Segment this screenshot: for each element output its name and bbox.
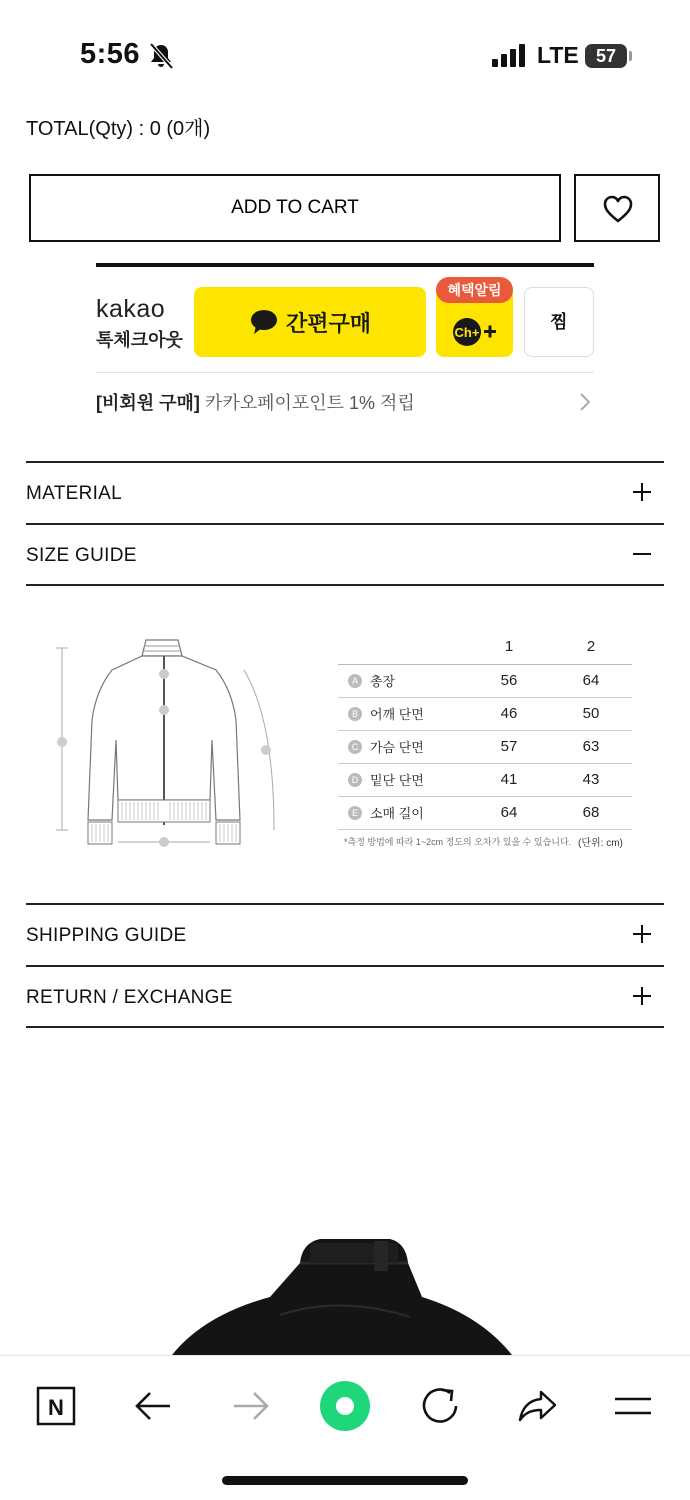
accordion-shipping-label: SHIPPING GUIDE <box>26 925 187 946</box>
kakao-point-link[interactable] <box>96 389 415 415</box>
plus-icon <box>632 482 652 502</box>
size-table <box>338 630 632 830</box>
divider <box>26 1026 664 1028</box>
size-column-header: 2 <box>550 630 632 664</box>
status-bar <box>0 0 690 110</box>
naver-logo-letter: N <box>48 1395 64 1420</box>
table-row <box>338 763 632 796</box>
kakao-wish-button[interactable]: 찜 <box>524 287 594 357</box>
network-label: LTE <box>537 42 579 68</box>
table-row <box>338 664 632 697</box>
accordion-return-label: RETURN / EXCHANGE <box>26 987 233 1008</box>
arrow-left-icon <box>126 1378 182 1434</box>
kakao-quick-buy-button[interactable] <box>194 287 426 357</box>
size-value: 68 <box>550 796 632 829</box>
divider <box>26 584 664 586</box>
share-arrow-icon <box>509 1378 565 1434</box>
divider <box>96 372 594 373</box>
size-value: 56 <box>468 664 550 697</box>
size-value: 64 <box>468 796 550 829</box>
measure-label: 총장 <box>370 674 396 689</box>
bell-muted-icon <box>148 42 174 70</box>
battery-cap <box>629 51 632 61</box>
jacket-measurement-diagram <box>54 630 294 860</box>
measure-letter: A <box>348 674 362 688</box>
size-value: 43 <box>550 763 632 796</box>
chevron-right-icon <box>578 391 592 413</box>
point-text: 카카오페이포인트 1% 적립 <box>199 393 415 413</box>
measure-letter: E <box>348 806 362 820</box>
arrow-right-icon <box>222 1378 278 1434</box>
forward-button[interactable] <box>222 1378 278 1434</box>
back-button[interactable] <box>126 1378 182 1434</box>
plus-icon <box>632 924 652 944</box>
table-row <box>338 697 632 730</box>
signal-icon <box>492 44 526 68</box>
measure-label: 소매 길이 <box>370 806 424 821</box>
minus-icon <box>632 544 652 564</box>
hamburger-menu-icon <box>605 1378 661 1434</box>
home-indicator <box>222 1476 468 1485</box>
refresh-button[interactable] <box>412 1378 468 1434</box>
table-row <box>338 730 632 763</box>
measure-label: 가슴 단면 <box>370 740 424 755</box>
guest-purchase-label: [비회원 구매] <box>96 393 200 413</box>
measure-letter: D <box>348 773 362 787</box>
kakao-quick-buy-label: 간편구매 <box>286 311 372 336</box>
plus-icon <box>632 986 652 1006</box>
size-unit-label: (단위: cm) <box>578 838 623 849</box>
measure-letter: B <box>348 707 362 721</box>
channel-icon-text: Ch+ <box>454 325 480 340</box>
browser-toolbar <box>0 1355 690 1500</box>
accordion-return-exchange[interactable] <box>26 965 664 1027</box>
accordion-material[interactable] <box>26 461 664 523</box>
accordion-material-label: MATERIAL <box>26 483 123 504</box>
battery-indicator: 57 <box>585 44 627 68</box>
size-value: 41 <box>468 763 550 796</box>
size-value: 46 <box>468 697 550 730</box>
measure-label: 어깨 단면 <box>370 707 424 722</box>
size-value: 63 <box>550 730 632 763</box>
naver-home-button[interactable] <box>28 1378 84 1434</box>
accordion-size-guide[interactable] <box>26 523 664 585</box>
size-measurement-note: *측정 방법에 따라 1~2cm 정도의 오차가 있을 수 있습니다. <box>344 837 572 847</box>
accordion-size-guide-label: SIZE GUIDE <box>26 545 137 566</box>
size-column-header: 1 <box>468 630 550 664</box>
benefit-alert-badge: 혜택알림 <box>436 277 513 303</box>
table-row <box>338 796 632 829</box>
chat-bubble-icon <box>250 309 278 335</box>
channel-plus-icon <box>452 317 500 347</box>
size-value: 64 <box>550 664 632 697</box>
refresh-icon <box>412 1378 468 1434</box>
kakao-checkout-panel <box>96 263 594 423</box>
wishlist-button[interactable] <box>574 174 660 242</box>
kakao-logo-text: kakao <box>96 295 166 323</box>
status-time: 5:56 <box>80 38 141 70</box>
size-table-header <box>338 630 632 664</box>
add-to-cart-button[interactable]: ADD TO CART <box>29 174 561 242</box>
size-value: 50 <box>550 697 632 730</box>
measure-letter: C <box>348 740 362 754</box>
green-dot-icon <box>317 1378 373 1434</box>
menu-button[interactable] <box>605 1378 661 1434</box>
product-image-jacket <box>160 1235 530 1360</box>
size-value: 57 <box>468 730 550 763</box>
total-quantity: TOTAL(Qty) : 0 (0개) <box>26 118 211 140</box>
accordion-shipping-guide[interactable] <box>26 903 664 965</box>
kakao-logo-subtext: 톡체크아웃 <box>96 330 183 350</box>
naver-logo-icon <box>28 1378 84 1434</box>
heart-icon <box>602 194 634 224</box>
share-button[interactable] <box>509 1378 565 1434</box>
measure-label: 밑단 단면 <box>370 773 424 788</box>
size-guide-content <box>26 600 664 890</box>
kakao-checkout-logo <box>96 295 183 352</box>
green-dot-button[interactable] <box>317 1378 373 1434</box>
